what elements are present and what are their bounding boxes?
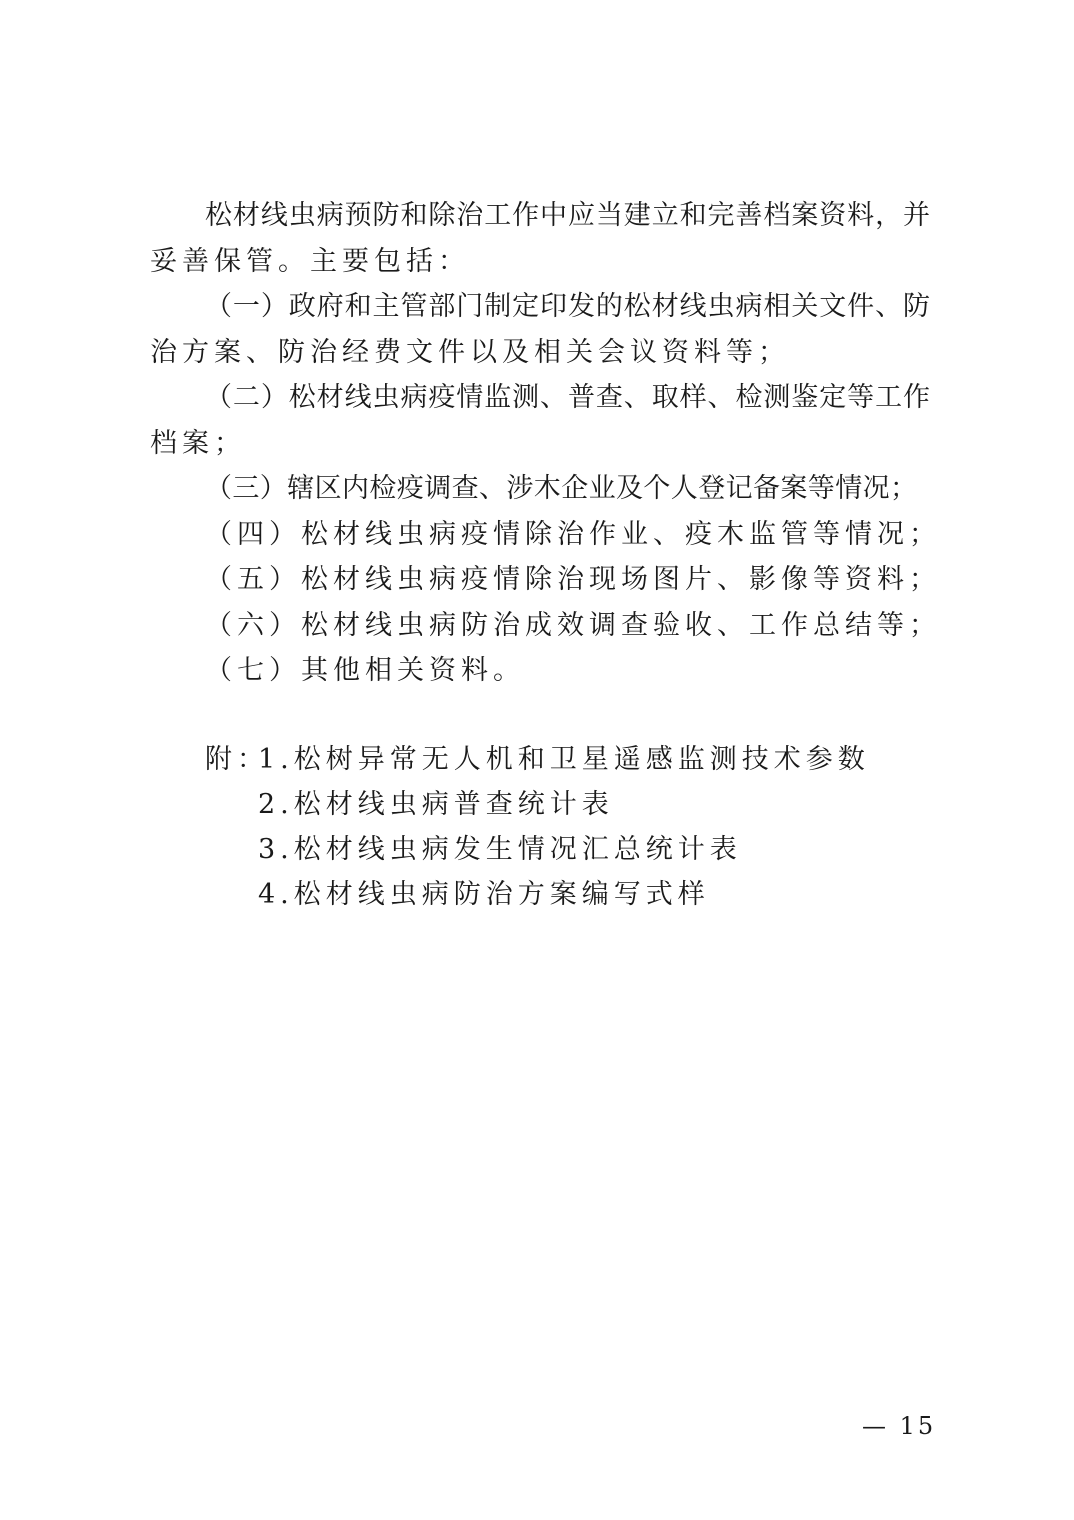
attachment-item-2: 2.松材线虫病普查统计表 <box>258 789 614 820</box>
list-item-1-line-2: 治方案、防治经费文件以及相关会议资料等； <box>150 337 790 368</box>
list-item-3: （三）辖区内检疫调查、涉木企业及个人登记备案等情况； <box>205 473 917 504</box>
list-item-7: （七）其他相关资料。 <box>205 655 525 686</box>
list-item-4: （四）松材线虫病疫情除治作业、疫木监管等情况； <box>205 519 941 550</box>
attachment-item-1: 1.松树异常无人机和卫星遥感监测技术参数 <box>258 744 870 775</box>
attachment-item-4: 4.松材线虫病防治方案编写式样 <box>258 879 710 910</box>
list-item-2-line-1: （二）松材线虫病疫情监测、普查、取样、检测鉴定等工作 <box>205 382 930 413</box>
attachment-item-3: 3.松材线虫病发生情况汇总统计表 <box>258 834 742 865</box>
list-item-6: （六）松材线虫病防治成效调查验收、工作总结等； <box>205 610 941 641</box>
list-item-5: （五）松材线虫病疫情除治现场图片、影像等资料； <box>205 564 941 595</box>
intro-paragraph-line-1: 松材线虫病预防和除治工作中应当建立和完善档案资料，并 <box>205 200 930 231</box>
page-number: — 15 <box>862 1412 937 1440</box>
list-item-1-line-1: （一）政府和主管部门制定印发的松材线虫病相关文件、防 <box>205 291 930 322</box>
list-item-2-line-2: 档案； <box>150 428 246 459</box>
intro-paragraph-line-2: 妥善保管。主要包括： <box>150 246 470 277</box>
attachments-label: 附： <box>205 744 269 775</box>
